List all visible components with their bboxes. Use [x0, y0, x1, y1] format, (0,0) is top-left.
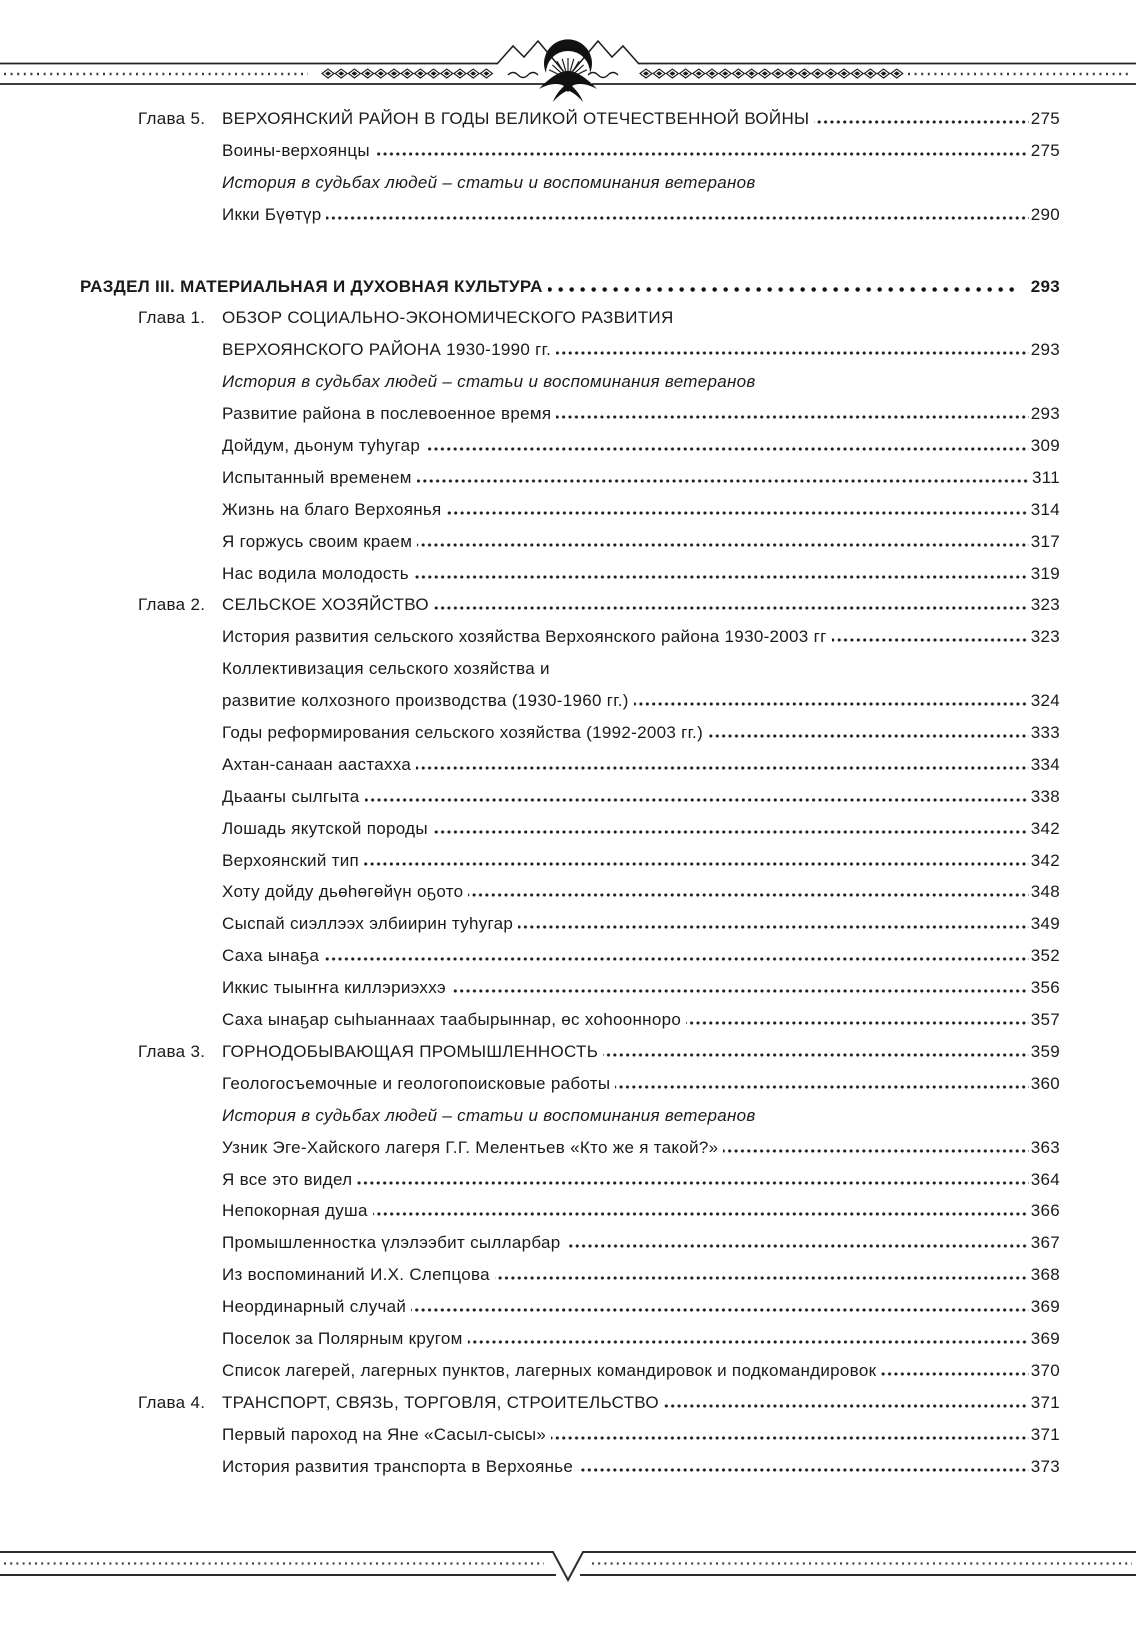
toc-row [80, 819, 1060, 851]
toc-row [80, 141, 1060, 173]
toc-row [80, 787, 1060, 819]
page-number: 323 [1030, 627, 1060, 647]
toc-row [80, 500, 1060, 532]
dot-leader [411, 1308, 1029, 1312]
wavy-line-left-icon [508, 73, 538, 78]
toc-entry-title: Список лагерей, лагерных пунктов, лагерных командировок и подкомандировок [222, 1360, 877, 1380]
page-number: 275 [1030, 140, 1060, 160]
toc-row [80, 595, 1060, 627]
dot-leader [447, 511, 1029, 515]
dot-leader [414, 575, 1029, 579]
dot-leader [416, 766, 1029, 770]
toc-entry-title: Узник Эге-Хайского лагеря Г.Г. Мелентьев «Кто же я такой?» [222, 1137, 719, 1157]
toc-row [80, 1393, 1060, 1425]
toc-row [80, 532, 1060, 564]
dot-leader [578, 1468, 1029, 1472]
toc-entry-title: Неординарный случай [222, 1297, 407, 1317]
dot-leader [708, 734, 1029, 738]
toc-entry-title: Дьааҥы сылгыта [222, 786, 360, 806]
toc-row [80, 109, 1060, 141]
page-number: 357 [1030, 1010, 1060, 1030]
toc-row [80, 1265, 1060, 1297]
dot-leader [324, 957, 1028, 961]
toc-row [80, 627, 1060, 659]
page-number: 290 [1030, 204, 1060, 224]
dot-leader [468, 1340, 1029, 1344]
page-number: 363 [1030, 1137, 1060, 1157]
dot-leader [434, 606, 1029, 610]
toc-row [80, 851, 1060, 883]
toc-row [80, 372, 1060, 404]
toc-row [80, 340, 1060, 372]
toc-entry-title: Коллективизация сельского хозяйства и [222, 659, 550, 679]
diamond-chain-right [640, 69, 903, 78]
toc-row [80, 1170, 1060, 1202]
chapter-label: Глава 4. [138, 1392, 206, 1412]
dot-leader [518, 925, 1029, 929]
toc-entry-title: Годы реформирования сельского хозяйства (1992-2003 гг.) [222, 723, 704, 743]
toc-entry-title: История развития транспорта в Верхоянье [222, 1456, 574, 1476]
page-number: 356 [1030, 978, 1060, 998]
toc-row [80, 308, 1060, 340]
toc-row [80, 1233, 1060, 1265]
dot-leader [417, 479, 1030, 483]
toc-entry-title: Испытанный временем [222, 467, 412, 487]
chapter-label: Глава 1. [138, 308, 206, 328]
page-number: 342 [1030, 850, 1060, 870]
toc-row [80, 882, 1060, 914]
page-number: 352 [1030, 946, 1060, 966]
toc-row [80, 1106, 1060, 1138]
toc-entry-title: Я горжусь своим краем [222, 531, 413, 551]
toc-row [80, 691, 1060, 723]
dot-leader [566, 1244, 1029, 1248]
wavy-line-right-icon [588, 73, 618, 78]
toc-entry-title: История в судьбах людей – статьи и воспоминания ветеранов [222, 172, 756, 192]
page-number: 368 [1030, 1265, 1060, 1285]
page-number: 373 [1030, 1456, 1060, 1476]
toc-entry-title: Хоту дойду дьөһөгөйүн оҕото [222, 882, 464, 902]
toc-row [80, 1010, 1060, 1042]
toc-entry-title: Непокорная душа [222, 1201, 368, 1221]
toc-row [80, 978, 1060, 1010]
chapter-label: Глава 3. [138, 1041, 206, 1061]
toc-row [80, 1425, 1060, 1457]
dot-leader [468, 893, 1028, 897]
chapter-label: Глава 2. [138, 595, 206, 615]
page-number: 371 [1030, 1392, 1060, 1412]
toc-entry-title: История в судьбах людей – статьи и воспоминания ветеранов [222, 372, 756, 392]
toc-row [80, 1329, 1060, 1361]
toc-row [80, 1201, 1060, 1233]
page-number: 311 [1031, 467, 1060, 487]
toc-row [80, 1297, 1060, 1329]
toc-row [80, 173, 1060, 205]
dot-leader [551, 1436, 1029, 1440]
toc-entry-title: Ахтан-санаан аастахха [222, 754, 412, 774]
chapter-title: СЕЛЬСКОЕ ХОЗЯЙСТВО [222, 595, 429, 615]
toc-row [80, 205, 1060, 237]
page-number: 342 [1030, 818, 1060, 838]
dot-leader [425, 447, 1029, 451]
dot-leader [357, 1181, 1028, 1185]
page-number: 323 [1030, 595, 1060, 615]
bottom-ornament-border [0, 1540, 1136, 1600]
page-number: 369 [1030, 1297, 1060, 1317]
page-number: 293 [1030, 404, 1060, 424]
page-number: 370 [1030, 1360, 1060, 1380]
toc-entry-title: Икки Бүөтүр [222, 204, 322, 224]
page-number: 369 [1030, 1328, 1060, 1348]
page-number: 360 [1030, 1073, 1060, 1093]
dot-leader [664, 1404, 1029, 1408]
section-heading: РАЗДЕЛ III. МАТЕРИАЛЬНАЯ И ДУХОВНАЯ КУЛЬТУРА [80, 276, 543, 296]
toc-row [80, 404, 1060, 436]
page-number: 371 [1030, 1424, 1060, 1444]
chapter-title: ТРАНСПОРТ, СВЯЗЬ, ТОРГОВЛЯ, СТРОИТЕЛЬСТВО [222, 1392, 659, 1412]
page-number: 338 [1030, 786, 1060, 806]
toc-row [80, 1042, 1060, 1074]
page-number: 309 [1030, 436, 1060, 456]
toc-row [80, 755, 1060, 787]
page-number: 366 [1030, 1201, 1060, 1221]
toc-entry-title: развитие колхозного производства (1930-1960 гг.) [222, 691, 629, 711]
toc-entry-title: Саха ынаҕа [222, 946, 320, 966]
toc-list [80, 109, 1060, 1488]
toc-row [80, 1457, 1060, 1489]
toc-row [80, 1138, 1060, 1170]
page-number: 275 [1030, 109, 1060, 128]
dot-leader [556, 351, 1029, 355]
dot-leader [451, 989, 1029, 993]
toc-row [80, 436, 1060, 468]
toc-entry-title: Жизнь на благо Верхоянья [222, 499, 442, 519]
page-number: 319 [1030, 563, 1060, 583]
page-number: 314 [1030, 499, 1060, 519]
dot-leader [723, 1149, 1028, 1153]
toc-entry-title: Первый пароход на Яне «Сасыл-сысы» [222, 1424, 547, 1444]
toc-entry-title: Воины-верхоянцы [222, 140, 370, 160]
toc-row [80, 468, 1060, 500]
toc-row [80, 1074, 1060, 1106]
chapter-title: ВЕРХОЯНСКИЙ РАЙОН В ГОДЫ ВЕЛИКОЙ ОТЕЧЕСТВЕННОЙ ВОЙНЫ [222, 109, 810, 128]
toc-entry-title: Нас водила молодость [222, 563, 409, 583]
dot-leader [548, 287, 1020, 292]
toc-row [80, 946, 1060, 978]
page-number: 317 [1030, 531, 1060, 551]
toc-entry-title: Поселок за Полярным кругом [222, 1328, 463, 1348]
chapter-title: ГОРНОДОБЫВАЮЩАЯ ПРОМЫШЛЕННОСТЬ [222, 1041, 599, 1061]
dot-leader [326, 216, 1028, 220]
toc-row [80, 277, 1060, 309]
toc-row [80, 914, 1060, 946]
toc-row [80, 659, 1060, 691]
dot-leader [495, 1276, 1029, 1280]
toc-row [80, 564, 1060, 596]
toc-entry-title: Верхоянский тип [222, 850, 360, 870]
page-number: 324 [1030, 691, 1060, 711]
dot-leader [433, 830, 1029, 834]
dot-leader [615, 1085, 1028, 1089]
top-ornament-border [0, 0, 1136, 112]
chapter-label: Глава 5. [138, 109, 206, 128]
dot-leader [686, 1021, 1029, 1025]
toc-row [80, 1361, 1060, 1393]
chapter-title: ОБЗОР СОЦИАЛЬНО-ЭКОНОМИЧЕСКОГО РАЗВИТИЯ [222, 308, 674, 328]
toc-entry-title: Саха ынаҕар сыһыаннаах таабырыннар, өс хоһоонноро [222, 1010, 682, 1030]
dot-leader [375, 152, 1029, 156]
page-number: 348 [1030, 882, 1060, 902]
page-number: 293 [1030, 276, 1060, 296]
dot-leader [417, 543, 1029, 547]
page-number: 333 [1030, 723, 1060, 743]
page-number: 334 [1030, 754, 1060, 774]
toc-row [80, 723, 1060, 755]
dot-leader [364, 862, 1029, 866]
toc-entry-title: История развития сельского хозяйства Верхоянского района 1930-2003 гг [222, 627, 827, 647]
dot-leader [832, 638, 1029, 642]
toc-entry-title: Иккис тыыҥҥа киллэриэххэ [222, 978, 446, 998]
dot-leader [881, 1372, 1028, 1376]
dot-leader [373, 1212, 1029, 1216]
toc-entry-title: Лошадь якутской породы [222, 818, 428, 838]
page-number: 364 [1030, 1169, 1060, 1189]
bird-icon [539, 71, 597, 102]
page-number: 349 [1030, 914, 1060, 934]
page-number: 359 [1030, 1041, 1060, 1061]
toc-entry-title: Сыспай сиэллээх элбиирин туһугар [222, 914, 514, 934]
toc-entry-title: Геологосъемочные и геологопоисковые работы [222, 1073, 611, 1093]
toc-entry-title: Развитие района в послевоенное время [222, 404, 552, 424]
toc-entry-title: ВЕРХОЯНСКОГО РАЙОНА 1930-1990 гг. [222, 340, 552, 360]
toc-entry-title: Промышленностка үлэлээбит сылларбар [222, 1233, 561, 1253]
page-number: 367 [1030, 1233, 1060, 1253]
dot-leader [603, 1053, 1029, 1057]
dot-leader [814, 120, 1028, 124]
page-number: 293 [1030, 340, 1060, 360]
dot-leader [365, 798, 1029, 802]
dot-leader [634, 702, 1029, 706]
toc-entry-title: Из воспоминаний И.Х. Слепцова [222, 1265, 490, 1285]
toc-entry-title: История в судьбах людей – статьи и воспоминания ветеранов [222, 1105, 756, 1125]
dot-leader [556, 415, 1028, 419]
toc-entry-title: Дойдум, дьонум туһугар [222, 436, 421, 456]
toc-entry-title: Я все это видел [222, 1169, 353, 1189]
diamond-chain-left [322, 69, 492, 78]
